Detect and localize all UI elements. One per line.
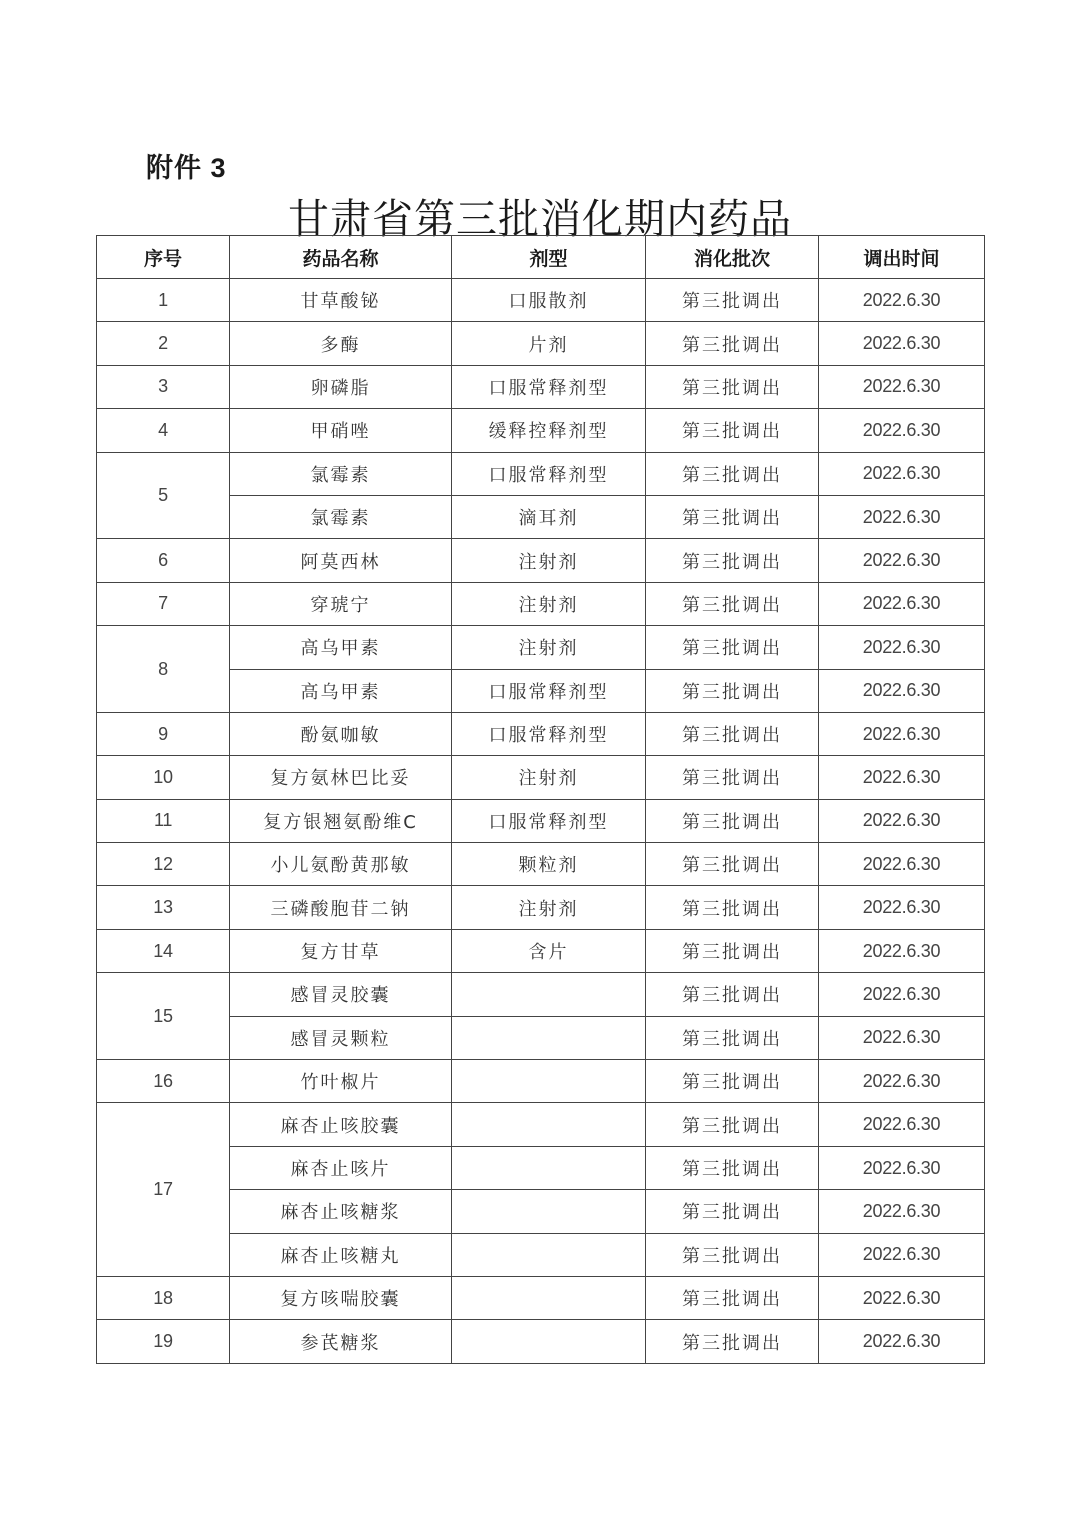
cell-dosage-form: 注射剂 (452, 539, 646, 582)
cell-dosage-form (452, 1103, 646, 1146)
cell-date: 2022.6.30 (819, 1103, 985, 1146)
cell-dosage-form: 口服常释剂型 (452, 669, 646, 712)
cell-dosage-form: 口服散剂 (452, 279, 646, 322)
cell-batch: 第三批调出 (646, 1320, 819, 1363)
header-batch: 消化批次 (646, 236, 819, 279)
table-row (97, 886, 985, 929)
cell-batch: 第三批调出 (646, 669, 819, 712)
cell-batch: 第三批调出 (646, 1190, 819, 1233)
cell-serial: 6 (97, 539, 230, 582)
cell-dosage-form (452, 1146, 646, 1189)
cell-batch: 第三批调出 (646, 1016, 819, 1059)
cell-drug-name: 穿琥宁 (230, 582, 452, 625)
cell-dosage-form (452, 1016, 646, 1059)
cell-date: 2022.6.30 (819, 495, 985, 538)
cell-batch: 第三批调出 (646, 712, 819, 755)
cell-serial: 5 (97, 452, 230, 539)
cell-dosage-form (452, 1320, 646, 1363)
cell-batch: 第三批调出 (646, 626, 819, 669)
cell-serial: 3 (97, 365, 230, 408)
cell-drug-name: 竹叶椒片 (230, 1060, 452, 1103)
cell-dosage-form: 含片 (452, 929, 646, 972)
table-row (97, 1103, 985, 1146)
cell-batch: 第三批调出 (646, 929, 819, 972)
cell-date: 2022.6.30 (819, 843, 985, 886)
cell-date: 2022.6.30 (819, 279, 985, 322)
cell-dosage-form (452, 1060, 646, 1103)
table-header-row (97, 236, 985, 279)
cell-dosage-form: 口服常释剂型 (452, 365, 646, 408)
cell-date: 2022.6.30 (819, 452, 985, 495)
table-row (97, 1016, 985, 1059)
drug-table (96, 235, 985, 1364)
cell-dosage-form: 口服常释剂型 (452, 712, 646, 755)
cell-serial: 8 (97, 626, 230, 713)
table-row (97, 669, 985, 712)
cell-batch: 第三批调出 (646, 582, 819, 625)
cell-drug-name: 麻杏止咳糖浆 (230, 1190, 452, 1233)
cell-drug-name: 复方甘草 (230, 929, 452, 972)
table-row (97, 756, 985, 799)
table-row (97, 365, 985, 408)
cell-drug-name: 三磷酸胞苷二钠 (230, 886, 452, 929)
cell-drug-name: 高乌甲素 (230, 669, 452, 712)
cell-date: 2022.6.30 (819, 539, 985, 582)
cell-batch: 第三批调出 (646, 756, 819, 799)
document-title: 甘肃省第三批消化期内药品 (288, 195, 792, 243)
cell-serial: 2 (97, 322, 230, 365)
cell-batch: 第三批调出 (646, 409, 819, 452)
table-row (97, 1320, 985, 1363)
header-serial: 序号 (97, 236, 230, 279)
cell-serial: 19 (97, 1320, 230, 1363)
cell-date: 2022.6.30 (819, 1276, 985, 1319)
header-drug-name: 药品名称 (230, 236, 452, 279)
table-row (97, 409, 985, 452)
cell-drug-name: 卵磷脂 (230, 365, 452, 408)
cell-date: 2022.6.30 (819, 886, 985, 929)
cell-serial: 10 (97, 756, 230, 799)
cell-drug-name: 参芪糖浆 (230, 1320, 452, 1363)
cell-drug-name: 甲硝唑 (230, 409, 452, 452)
cell-date: 2022.6.30 (819, 973, 985, 1016)
cell-serial: 7 (97, 582, 230, 625)
cell-dosage-form: 注射剂 (452, 582, 646, 625)
table-row (97, 973, 985, 1016)
table-row (97, 626, 985, 669)
table-row (97, 843, 985, 886)
table-row (97, 582, 985, 625)
table-row (97, 452, 985, 495)
cell-drug-name: 氯霉素 (230, 495, 452, 538)
cell-dosage-form: 口服常释剂型 (452, 799, 646, 842)
cell-date: 2022.6.30 (819, 1146, 985, 1189)
cell-batch: 第三批调出 (646, 799, 819, 842)
cell-dosage-form: 注射剂 (452, 626, 646, 669)
cell-dosage-form (452, 1276, 646, 1319)
table-row (97, 1276, 985, 1319)
cell-batch: 第三批调出 (646, 539, 819, 582)
cell-dosage-form: 注射剂 (452, 886, 646, 929)
cell-dosage-form: 滴耳剂 (452, 495, 646, 538)
cell-batch: 第三批调出 (646, 322, 819, 365)
cell-drug-name: 多酶 (230, 322, 452, 365)
cell-drug-name: 阿莫西林 (230, 539, 452, 582)
table-row (97, 712, 985, 755)
table-row (97, 495, 985, 538)
cell-batch: 第三批调出 (646, 1103, 819, 1146)
cell-date: 2022.6.30 (819, 409, 985, 452)
cell-drug-name: 复方银翘氨酚维C (230, 799, 452, 842)
cell-drug-name: 复方氨林巴比妥 (230, 756, 452, 799)
cell-batch: 第三批调出 (646, 452, 819, 495)
table-row (97, 799, 985, 842)
cell-batch: 第三批调出 (646, 365, 819, 408)
cell-date: 2022.6.30 (819, 1016, 985, 1059)
cell-dosage-form: 口服常释剂型 (452, 452, 646, 495)
cell-serial: 1 (97, 279, 230, 322)
table-row (97, 1190, 985, 1233)
cell-date: 2022.6.30 (819, 756, 985, 799)
cell-drug-name: 小儿氨酚黄那敏 (230, 843, 452, 886)
attachment-label: 附件 3 (146, 153, 227, 183)
table-row (97, 1146, 985, 1189)
cell-date: 2022.6.30 (819, 799, 985, 842)
table-row (97, 1060, 985, 1103)
cell-date: 2022.6.30 (819, 322, 985, 365)
cell-date: 2022.6.30 (819, 1190, 985, 1233)
cell-date: 2022.6.30 (819, 712, 985, 755)
cell-batch: 第三批调出 (646, 973, 819, 1016)
cell-drug-name: 氯霉素 (230, 452, 452, 495)
cell-serial: 18 (97, 1276, 230, 1319)
cell-dosage-form: 片剂 (452, 322, 646, 365)
cell-drug-name: 感冒灵胶囊 (230, 973, 452, 1016)
cell-date: 2022.6.30 (819, 582, 985, 625)
table-row (97, 322, 985, 365)
cell-batch: 第三批调出 (646, 1233, 819, 1276)
cell-drug-name: 高乌甲素 (230, 626, 452, 669)
table-row (97, 279, 985, 322)
cell-drug-name: 感冒灵颗粒 (230, 1016, 452, 1059)
table-row (97, 929, 985, 972)
table-body (97, 279, 985, 1364)
cell-batch: 第三批调出 (646, 495, 819, 538)
cell-dosage-form (452, 1233, 646, 1276)
header-dosage-form: 剂型 (452, 236, 646, 279)
cell-drug-name: 麻杏止咳胶囊 (230, 1103, 452, 1146)
cell-date: 2022.6.30 (819, 1320, 985, 1363)
cell-dosage-form (452, 973, 646, 1016)
cell-batch: 第三批调出 (646, 1276, 819, 1319)
cell-serial: 4 (97, 409, 230, 452)
cell-serial: 16 (97, 1060, 230, 1103)
cell-serial: 14 (97, 929, 230, 972)
cell-drug-name: 麻杏止咳糖丸 (230, 1233, 452, 1276)
cell-batch: 第三批调出 (646, 1060, 819, 1103)
cell-dosage-form (452, 1190, 646, 1233)
cell-serial: 15 (97, 973, 230, 1060)
cell-drug-name: 复方咳喘胶囊 (230, 1276, 452, 1319)
cell-serial: 11 (97, 799, 230, 842)
cell-date: 2022.6.30 (819, 1060, 985, 1103)
table-row (97, 1233, 985, 1276)
cell-serial: 17 (97, 1103, 230, 1277)
cell-batch: 第三批调出 (646, 279, 819, 322)
cell-date: 2022.6.30 (819, 669, 985, 712)
table-row (97, 539, 985, 582)
cell-date: 2022.6.30 (819, 1233, 985, 1276)
cell-dosage-form: 缓释控释剂型 (452, 409, 646, 452)
cell-batch: 第三批调出 (646, 1146, 819, 1189)
cell-dosage-form: 颗粒剂 (452, 843, 646, 886)
cell-batch: 第三批调出 (646, 886, 819, 929)
cell-date: 2022.6.30 (819, 626, 985, 669)
cell-drug-name: 麻杏止咳片 (230, 1146, 452, 1189)
cell-drug-name: 酚氨咖敏 (230, 712, 452, 755)
cell-date: 2022.6.30 (819, 929, 985, 972)
cell-serial: 9 (97, 712, 230, 755)
cell-drug-name: 甘草酸铋 (230, 279, 452, 322)
cell-date: 2022.6.30 (819, 365, 985, 408)
header-date: 调出时间 (819, 236, 985, 279)
cell-serial: 13 (97, 886, 230, 929)
cell-serial: 12 (97, 843, 230, 886)
cell-batch: 第三批调出 (646, 843, 819, 886)
cell-dosage-form: 注射剂 (452, 756, 646, 799)
